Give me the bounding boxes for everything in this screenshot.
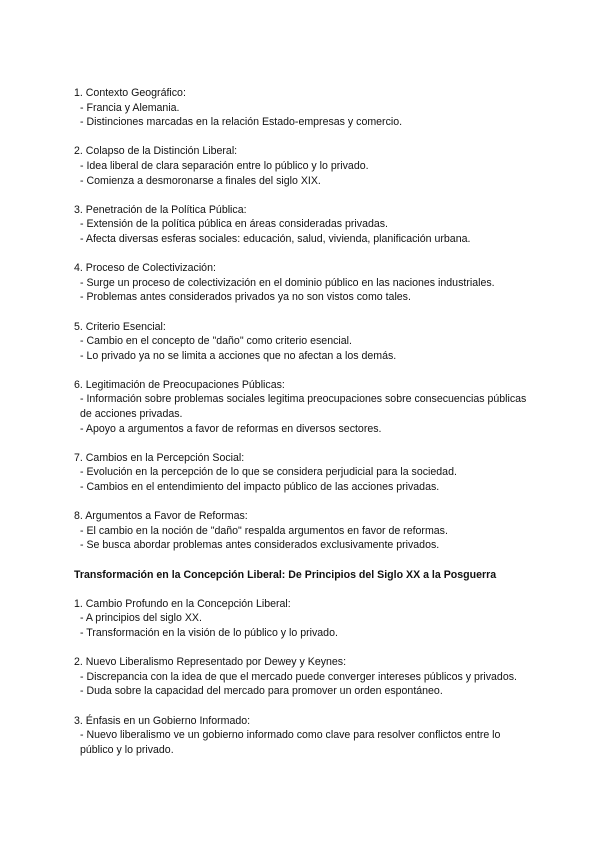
list-item: - Distinciones marcadas en la relación Estado-empresas y comercio. <box>80 116 403 129</box>
section-colapso-distincion <box>74 144 534 188</box>
section-title: 1. Cambio Profundo en la Concepción Liberal: <box>74 597 291 610</box>
section-cambio-profundo <box>74 597 534 641</box>
section-contexto-geografico <box>74 86 534 130</box>
list-item: - Extensión de la política pública en áreas consideradas privadas. <box>80 218 388 231</box>
list-item: - Francia y Alemania. <box>80 101 180 114</box>
section-title: 1. Contexto Geográfico: <box>74 87 186 99</box>
list-item: - Duda sobre la capacidad del mercado para promover un orden espontáneo. <box>80 685 443 698</box>
section-title: 2. Colapso de la Distinción Liberal: <box>74 145 238 158</box>
list-item: - Transformación en la visión de lo público y lo privado. <box>80 626 338 639</box>
list-item: - Cambios en el entendimiento del impacto público de las acciones privadas. <box>80 481 440 494</box>
section-criterio-esencial <box>74 320 534 364</box>
list-item: - A principios del siglo XX. <box>80 612 202 625</box>
list-item: - Surge un proceso de colectivización en el dominio público en las naciones industriales. <box>80 276 495 289</box>
section-gobierno-informado <box>74 714 534 758</box>
list-item: - Evolución en la percepción de lo que se considera perjudicial para la sociedad. <box>80 466 457 479</box>
document-page <box>74 86 534 772</box>
list-item: - Cambio en el concepto de "daño" como criterio esencial. <box>80 335 352 348</box>
section-penetracion-politica <box>74 203 534 247</box>
section-title: 8. Argumentos a Favor de Reformas: <box>74 510 248 523</box>
section-nuevo-liberalismo <box>74 655 534 699</box>
list-item: - Discrepancia con la idea de que el mercado puede converger intereses públicos y privados. <box>80 670 517 683</box>
list-item: - Información sobre problemas sociales legitima preocupaciones sobre consecuencias públicas de acciones privadas. <box>80 393 527 421</box>
section-title: 4. Proceso de Colectivización: <box>74 262 216 275</box>
list-item: - Nuevo liberalismo ve un gobierno informado como clave para resolver conflictos entre lo público y lo privado. <box>80 729 501 756</box>
list-item: - El cambio en la noción de "daño" respalda argumentos en favor de reformas. <box>80 524 448 537</box>
section-title: 6. Legitimación de Preocupaciones Públicas: <box>74 378 285 391</box>
section-title: 3. Énfasis en un Gobierno Informado: <box>74 714 251 727</box>
section-cambios-percepcion <box>74 451 534 495</box>
list-item: - Comienza a desmoronarse a finales del siglo XIX. <box>80 174 321 187</box>
section-title: 5. Criterio Esencial: <box>74 320 166 333</box>
list-item: - Apoyo a argumentos a favor de reformas en diversos sectores. <box>80 422 382 435</box>
section-colectivizacion <box>74 261 534 305</box>
list-item: - Afecta diversas esferas sociales: educación, salud, vivienda, planificación urbana. <box>80 232 471 245</box>
section-heading: Transformación en la Concepción Liberal: De Principios del Siglo XX a la Posguerra <box>74 568 497 581</box>
list-item: - Idea liberal de clara separación entre lo público y lo privado. <box>80 159 369 172</box>
section-legitimacion <box>74 378 534 436</box>
section-title: 3. Penetración de la Política Pública: <box>74 203 247 216</box>
section-argumentos-reformas <box>74 509 534 553</box>
section-title: 2. Nuevo Liberalismo Representado por Dewey y Keynes: <box>74 656 347 669</box>
list-item: - Lo privado ya no se limita a acciones que no afectan a los demás. <box>80 349 397 362</box>
list-item: - Se busca abordar problemas antes considerados exclusivamente privados. <box>80 539 440 552</box>
section-title: 7. Cambios en la Percepción Social: <box>74 451 245 464</box>
list-item: - Problemas antes considerados privados ya no son vistos como tales. <box>80 291 411 304</box>
